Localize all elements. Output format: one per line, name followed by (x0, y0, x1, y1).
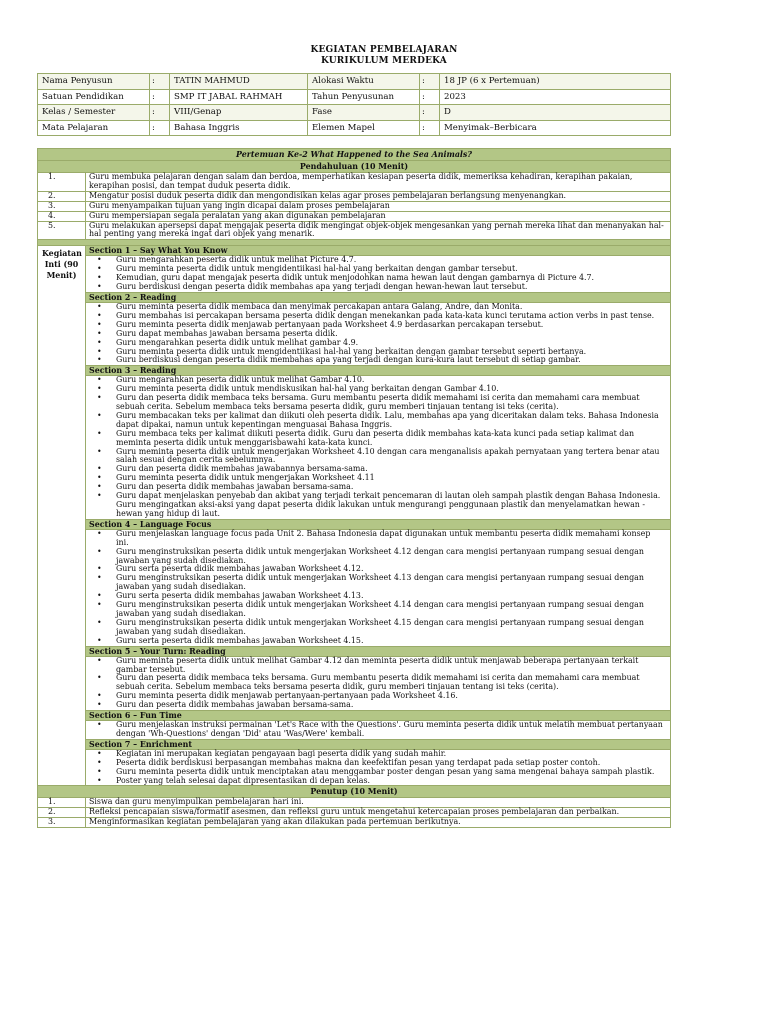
item-text: Menginformasikan kegiatan pembelajaran yang akan dilakukan pada pertemuan berikutnya. (86, 818, 671, 828)
list-item: • Guru serta peserta didik membahas jawaban Worksheet 4.12. (116, 565, 664, 574)
section-body (86, 749, 671, 786)
list-item: • Guru dan peserta didik membahas jawaban bersama-sama. (116, 483, 664, 492)
list-item: • Guru serta peserta didik membahas jawaban Worksheet 4.15. (116, 637, 664, 646)
list-item: • Guru dapat menjelaskan penyebab dan akibat yang terjadi terkait pencemaran di lautan oleh sampah plastik dengan Bahasa Indonesia. Guru mengingatkan aksi-aksi yang dapat peserta didik lakukan untuk mengurangi penggunaan plastik dan menyelamatkan hewan -hewan yang hidup di laut. (116, 492, 664, 519)
item-number: 1. (38, 798, 86, 808)
section-body-row (38, 529, 671, 646)
numbered-item (38, 798, 671, 808)
section-body (86, 376, 671, 520)
section-header-row (38, 711, 671, 721)
item-number: 2. (38, 191, 86, 201)
list-item: • Guru meminta peserta didik untuk melihat Gambar 4.12 dan meminta peserta didik untuk menjawab beberapa pertanyaan terkait gambar tersebut. (116, 657, 664, 675)
doc-title: KEGIATAN PEMBELAJARAN (310, 45, 458, 55)
list-item: • Guru meminta peserta didik untuk mendiskusikan hal-hal yang berkaitan dengan Gambar 4.10. (116, 385, 664, 394)
item-number: 4. (38, 211, 86, 221)
meeting-title: Pertemuan Ke-2 What Happened to the Sea Animals? (38, 149, 671, 161)
list-item: • Guru meminta peserta didik menjawab pertanyaan-pertanyaan pada Worksheet 4.16. (116, 692, 664, 701)
list-item: • Guru serta peserta didik membahas jawaban Worksheet 4.13. (116, 592, 664, 601)
list-item: • Kegiatan ini merupakan kegiatan pengayaan bagi peserta didik yang sudah mahir. (116, 750, 664, 759)
meeting-title-row (38, 149, 671, 161)
bullet-list (90, 376, 666, 519)
list-item: • Guru meminta peserta didik membaca dan menyimak percakapan antara Galang, Andre, dan Monita. (116, 303, 664, 312)
list-item: • Guru mengarahkan peserta didik untuk melihat Gambar 4.10. (116, 376, 664, 385)
item-number: 3. (38, 818, 86, 828)
item-number: 5. (38, 221, 86, 240)
list-item: • Guru menjelaskan instruksi permainan 'Let's Race with the Questions'. Guru meminta peserta didik untuk melatih membuat pertanyaan dengan 'Wh-Questions' dengan 'Did' atau 'Was/Were' kembali. (116, 721, 664, 739)
numbered-item (38, 191, 671, 201)
list-item: • Guru menginstruksikan peserta didik untuk mengerjakan Worksheet 4.13 dengan cara mengisi pertanyaan rumpang sesuai dengan jawaban yang sudah disediakan. (116, 574, 664, 592)
list-item: • Guru dan peserta didik membahas jawaban bersama-sama. (116, 701, 664, 710)
penutup-header-row (38, 786, 671, 798)
info-row (38, 89, 671, 105)
list-item: • Guru dan peserta didik membaca teks bersama. Guru membantu peserta didik memahami isi cerita dan memahami cara membuat sebuah cerita. Sebelum membaca teks bersama peserta didik, guru memberi tinjauan tentang isi teks (cerita). (116, 674, 664, 692)
info-value: 2023 (440, 89, 671, 105)
info-label: Mata Pelajaran (38, 120, 150, 136)
section-body-row (38, 302, 671, 365)
info-colon: : (150, 89, 170, 105)
info-colon: : (420, 105, 440, 121)
info-colon: : (150, 74, 170, 90)
item-number: 2. (38, 808, 86, 818)
item-text: Refleksi pencapaian siswa/formatif asesmen, dan refleksi guru untuk mengetahui ketercapaian proses pembelajaran dan perbaikan. (86, 808, 671, 818)
bullet-list (90, 256, 666, 292)
bullet-list (90, 721, 666, 739)
info-label: Fase (308, 105, 420, 121)
list-item: • Guru menginstruksikan peserta didik untuk mengerjakan Worksheet 4.12 dengan cara mengisi pertanyaan rumpang sesuai dengan jawaban yang sudah disediakan. (116, 548, 664, 566)
list-item: • Guru berdiskusi dengan peserta didik membahas apa yang terjadi dengan kura-kura laut tersebut di setiap gambar. (116, 356, 664, 365)
section-title: Section 2 – Reading (86, 292, 671, 302)
numbered-item (38, 211, 671, 221)
section-header-row (38, 246, 671, 256)
info-value: Bahasa Inggris (170, 120, 308, 136)
bullet-list (90, 750, 666, 786)
list-item: • Guru dan peserta didik membahas jawabannya bersama-sama. (116, 465, 664, 474)
section-body-row (38, 749, 671, 786)
info-value: Menyimak–Berbicara (440, 120, 671, 136)
section-body (86, 256, 671, 293)
section-title: Section 3 – Reading (86, 366, 671, 376)
section-body (86, 529, 671, 646)
info-label: Kelas / Semester (38, 105, 150, 121)
info-colon: : (150, 105, 170, 121)
info-value: SMP IT JABAL RAHMAH (170, 89, 308, 105)
doc-subtitle: KURIKULUM MERDEKA (321, 56, 447, 66)
section-title: Section 7 – Enrichment (86, 739, 671, 749)
info-value: D (440, 105, 671, 121)
info-value: 18 JP (6 x Pertemuan) (440, 74, 671, 90)
item-text: Guru mempersiapan segala peralatan yang akan digunakan pembelajaran (86, 211, 671, 221)
list-item: • Guru membaca teks per kalimat diikuti peserta didik. Guru dan peserta didik membahas kata-kata kunci pada setiap kalimat dan meminta peserta didik untuk menggarisbawahi kata-kata kunci. (116, 430, 664, 448)
info-colon: : (150, 120, 170, 136)
item-text: Mengatur posisi duduk peserta didik dan mengondisikan kelas agar proses pembelajaran berlangsung menyenangkan. (86, 191, 671, 201)
info-label: Satuan Pendidikan (38, 89, 150, 105)
item-text: Siswa dan guru menyimpulkan pembelajaran hari ini. (86, 798, 671, 808)
list-item: • Guru mengarahkan peserta didik untuk melihat Picture 4.7. (116, 256, 664, 265)
list-item: • Guru membahas isi percakapan bersama peserta didik dengan menekankan pada kata-kata kunci terutama action verbs in past tense. (116, 312, 664, 321)
list-item: • Guru meminta peserta didik untuk mengidentiikasi hal-hal yang berkaitan dengan gambar tersebut. (116, 265, 664, 274)
list-item: • Guru membacakan teks per kalimat dan diikuti oleh peserta didik. Lalu, membahas apa yang diceritakan dalam teks. Bahasa Indonesia dapat dipakai, namun untuk kepentingan menguasai Bahasa Inggris. (116, 412, 664, 430)
bullet-list (90, 530, 666, 646)
list-item: • Guru dan peserta didik membaca teks bersama. Guru membantu peserta didik memahami isi cerita dan memahami cara membuat sebuah cerita. Sebelum membaca teks bersama peserta didik, guru memberi tinjauan tentang isi teks (cerita). (116, 394, 664, 412)
item-number: 3. (38, 201, 86, 211)
item-text: Guru membuka pelajaran dengan salam dan berdoa, memperhatikan kesiapan peserta didik, memeriksa kehadiran, kerapihan pakaian, kerapihan posisi, dan tempat duduk peserta didik. (86, 173, 671, 192)
penutup-header: Penutup (10 Menit) (38, 786, 671, 798)
section-body-row (38, 256, 671, 293)
section-body-row (38, 376, 671, 520)
list-item: • Guru berdiskusi dengan peserta didik membahas apa yang terjadi dengan hewan-hewan laut tersebut. (116, 283, 664, 292)
list-item: • Guru meminta peserta didik untuk mengerjakan Worksheet 4.11 (116, 474, 664, 483)
kegiatan-inti-label: Kegiatan Inti (90 Menit) (38, 246, 86, 786)
info-label: Elemen Mapel (308, 120, 420, 136)
info-label: Nama Penyusun (38, 74, 150, 90)
info-colon: : (420, 120, 440, 136)
list-item: • Guru menginstruksikan peserta didik untuk mengerjakan Worksheet 4.15 dengan cara mengisi pertanyaan rumpang sesuai dengan jawaban yang sudah disediakan. (116, 619, 664, 637)
list-item: • Guru meminta peserta didik menjawab pertanyaan pada Worksheet 4.9 berdasarkan percakapan tersebut. (116, 321, 664, 330)
item-text: Guru melakukan apersepsi dapat mengajak peserta didik mengingat objek-objek mengesankan yang pernah mereka lihat dan menanyakan hal-hal penting yang mereka ingat dari objek yang menarik. (86, 221, 671, 240)
section-body (86, 656, 671, 710)
bullet-list (90, 303, 666, 365)
info-label: Alokasi Waktu (308, 74, 420, 90)
section-header-row (38, 292, 671, 302)
list-item: • Peserta didik berdiskusi berpasangan membahas makna dan keefektifan pesan yang terdapat pada setiap poster contoh. (116, 759, 664, 768)
info-label: Tahun Penyusunan (308, 89, 420, 105)
activity-table (37, 148, 671, 828)
section-header-row (38, 519, 671, 529)
section-title: Section 5 – Your Turn: Reading (86, 646, 671, 656)
section-header-row (38, 739, 671, 749)
numbered-item (38, 808, 671, 818)
list-item: • Guru meminta peserta didik untuk mengerjakan Worksheet 4.10 dengan cara menganalisis apakah pernyataan yang tertera benar atau salah sesuai dengan cerita sebelumnya. (116, 448, 664, 466)
item-number: 1. (38, 173, 86, 192)
bullet-list (90, 657, 666, 710)
section-body-row (38, 721, 671, 740)
info-row (38, 105, 671, 121)
section-body (86, 302, 671, 365)
list-item: • Guru mengarahkan peserta didik untuk melihat gambar 4.9. (116, 339, 664, 348)
list-item: • Guru menginstruksikan peserta didik untuk mengerjakan Worksheet 4.14 dengan cara mengisi pertanyaan rumpang sesuai dengan jawaban yang sudah disediakan. (116, 601, 664, 619)
section-header-row (38, 646, 671, 656)
info-row (38, 74, 671, 90)
pendahuluan-header: Pendahuluan (10 Menit) (38, 161, 671, 173)
section-title: Section 6 – Fun Time (86, 711, 671, 721)
numbered-item (38, 221, 671, 240)
info-colon: : (420, 89, 440, 105)
section-title: Section 1 – Say What You Know (86, 246, 671, 256)
list-item: • Guru menjelaskan language focus pada Unit 2. Bahasa Indonesia dapat digunakan untuk membantu peserta didik memahami konsep ini. (116, 530, 664, 548)
numbered-item (38, 201, 671, 211)
info-colon: : (420, 74, 440, 90)
section-body-row (38, 656, 671, 710)
list-item: • Guru dapat membahas jawaban bersama peserta didik. (116, 330, 664, 339)
section-title: Section 4 – Language Focus (86, 519, 671, 529)
numbered-item (38, 818, 671, 828)
list-item: • Kemudian, guru dapat mengajak peserta didik untuk menjodohkan nama hewan laut dengan gambarnya di Picture 4.7. (116, 274, 664, 283)
info-row (38, 120, 671, 136)
info-value: VIII/Genap (170, 105, 308, 121)
list-item: • Guru meminta peserta didik untuk menciptakan atau menggambar poster dengan pesan yang sama mengenai bahaya sampah plastik. (116, 768, 664, 777)
numbered-item (38, 173, 671, 192)
list-item: • Guru meminta peserta didik untuk mengidentiikasi hal-hal yang berkaitan dengan gambar tersebut seperti bertanya. (116, 348, 664, 357)
section-header-row (38, 366, 671, 376)
info-value: TATIN MAHMUD (170, 74, 308, 90)
info-table (37, 73, 671, 136)
section-body (86, 721, 671, 740)
pendahuluan-header-row (38, 161, 671, 173)
list-item: • Poster yang telah selesai dapat dipresentasikan di depan kelas. (116, 777, 664, 786)
item-text: Guru menyampaikan tujuan yang ingin dicapai dalam proses pembelajaran (86, 201, 671, 211)
